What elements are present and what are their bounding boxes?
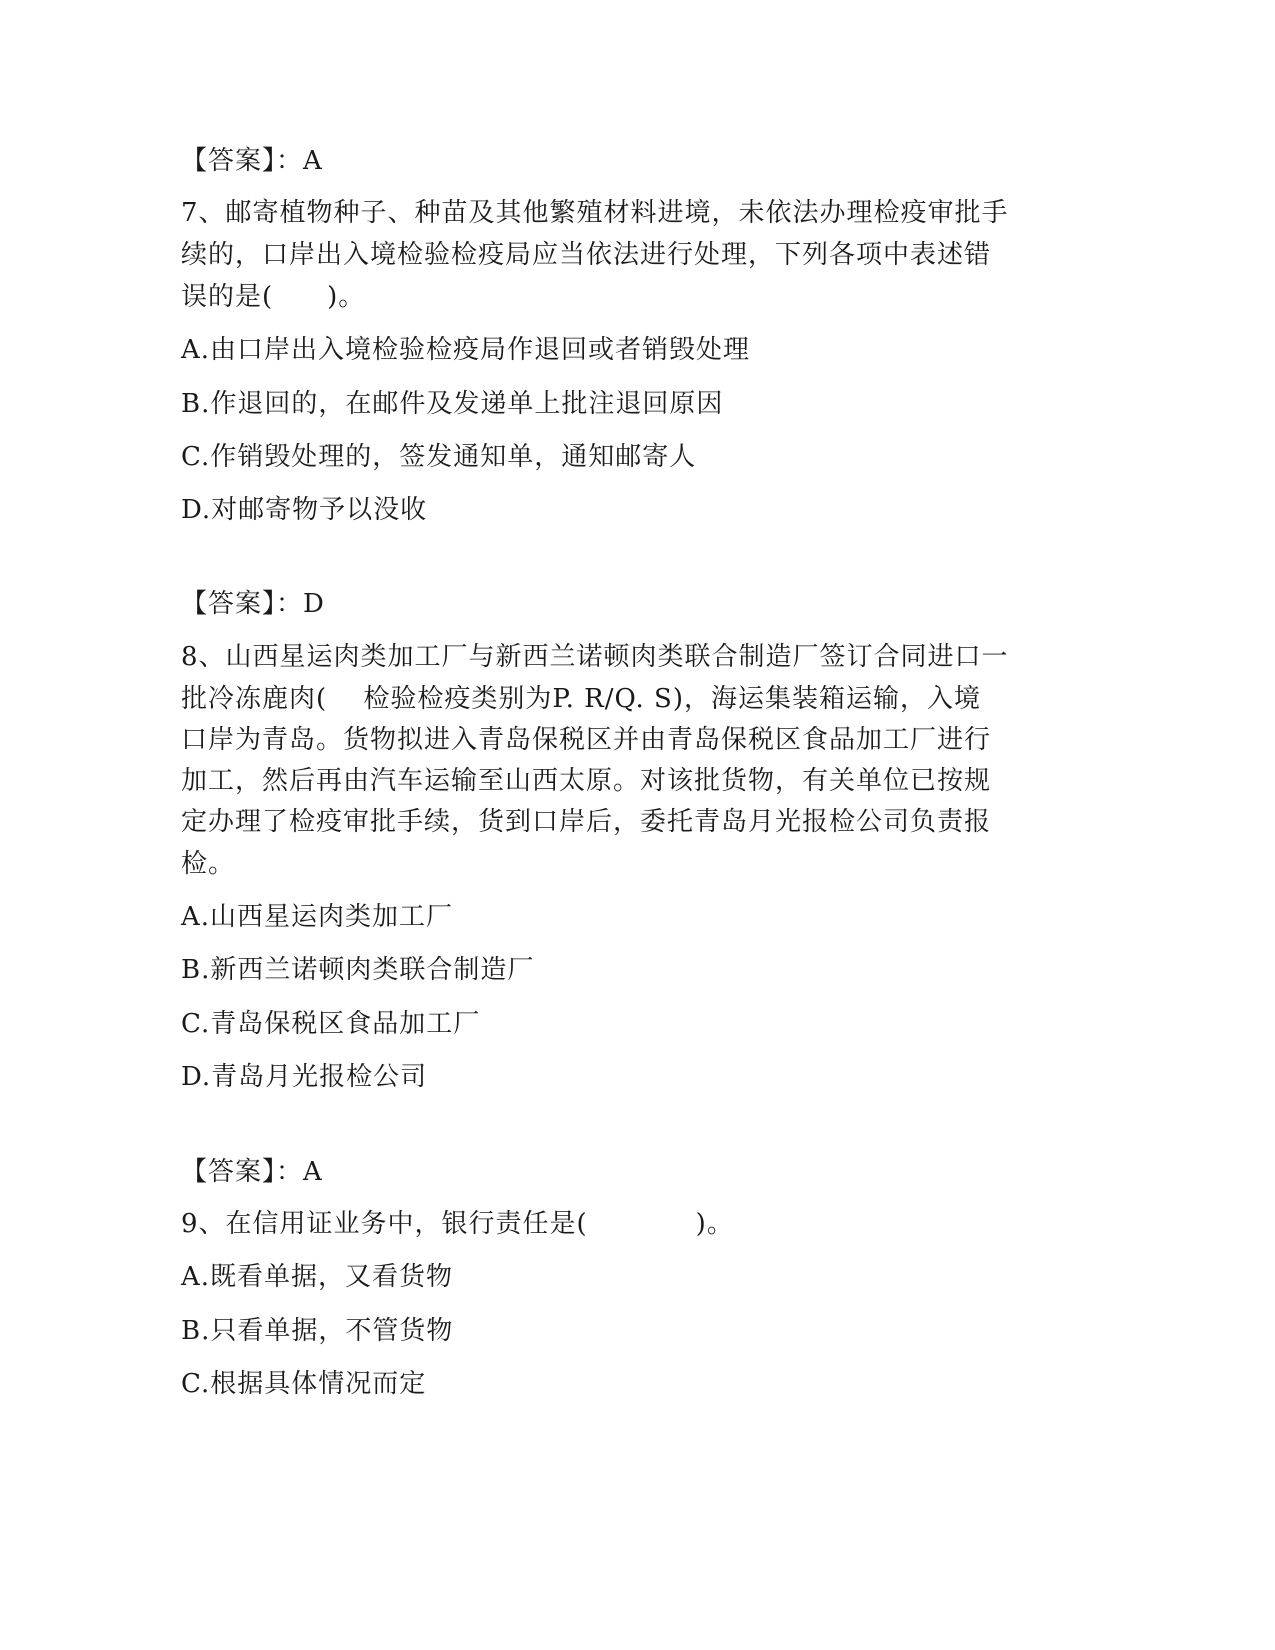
answer-label: 【答案】：A — [181, 146, 323, 176]
question-9-option-a: A.既看单据，又看货物 — [181, 1262, 454, 1292]
question-7-option-c: C.作销毁处理的，签发通知单，通知邮寄人 — [181, 442, 697, 472]
answer-label: 【答案】：D — [181, 589, 325, 619]
question-7-line-2: 续的，口岸出入境检验检疫局应当依法进行处理，下列各项中表述错 — [181, 240, 992, 270]
question-8-option-d: D.青岛月光报检公司 — [181, 1062, 428, 1092]
question-9-option-c: C.根据具体情况而定 — [181, 1369, 427, 1399]
question-8-line-2: 批冷冻鹿肉( 检验检疫类别为P. R/Q. S)，海运集装箱运输，入境 — [181, 684, 982, 714]
question-7-line-1: 7、邮寄植物种子、种苗及其他繁殖材料进境，未依法办理检疫审批手 — [181, 198, 1009, 228]
question-8-option-b: B.新西兰诺顿肉类联合制造厂 — [181, 955, 535, 985]
question-8-line-4: 加工，然后再由汽车运输至山西太原。对该批货物，有关单位已按规 — [181, 766, 992, 796]
question-7-line-3: 误的是( )。 — [181, 282, 366, 312]
answer-label: 【答案】：A — [181, 1157, 323, 1187]
question-7-option-b: B.作退回的，在邮件及发递单上批注退回原因 — [181, 389, 724, 419]
question-7-option-d: D.对邮寄物予以没收 — [181, 495, 428, 525]
question-9-option-b: B.只看单据，不管货物 — [181, 1316, 454, 1346]
question-8-option-a: A.山西星运肉类加工厂 — [181, 902, 454, 932]
question-8-line-5: 定办理了检疫审批手续，货到口岸后，委托青岛月光报检公司负责报 — [181, 807, 992, 837]
question-8-line-6: 检。 — [181, 849, 236, 879]
question-8-option-c: C.青岛保税区食品加工厂 — [181, 1009, 481, 1039]
question-7-option-a: A.由口岸出入境检验检疫局作退回或者销毁处理 — [181, 335, 751, 365]
question-8-line-3: 口岸为青岛。货物拟进入青岛保税区并由青岛保税区食品加工厂进行 — [181, 725, 992, 755]
question-9-line-1: 9、在信用证业务中，银行责任是( )。 — [181, 1209, 734, 1239]
question-8-line-1: 8、山西星运肉类加工厂与新西兰诺顿肉类联合制造厂签订合同进口一 — [181, 642, 1009, 672]
